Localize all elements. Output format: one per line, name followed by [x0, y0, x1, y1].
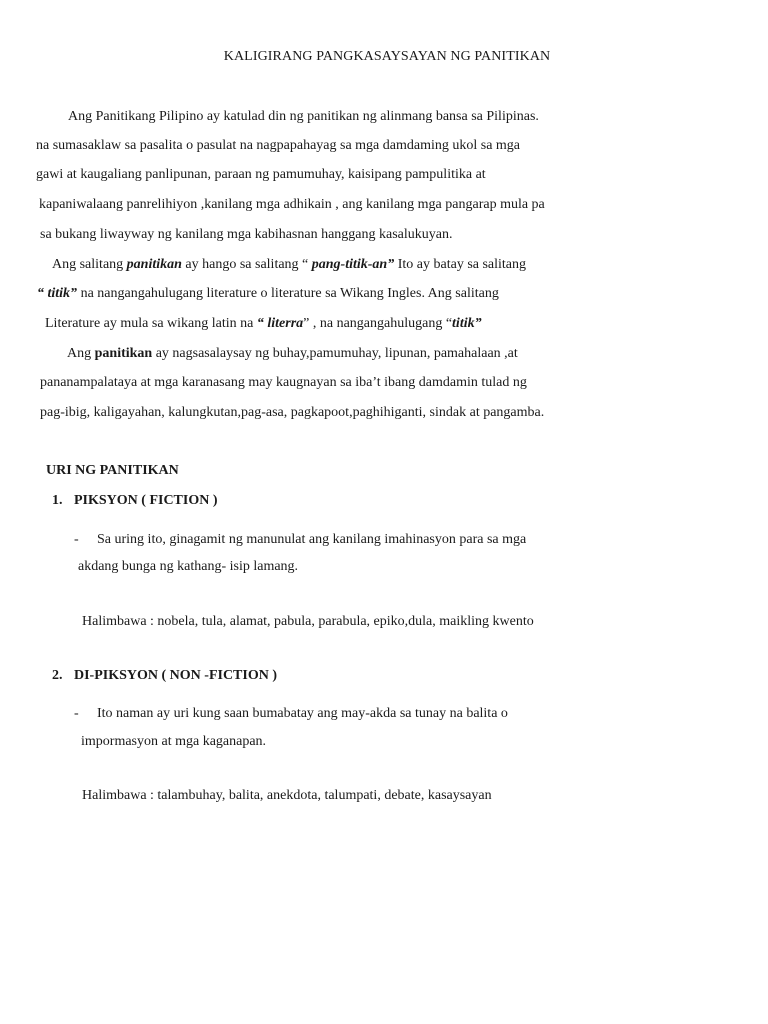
item-1-heading: PIKSYON ( FICTION ) [74, 493, 218, 508]
text-run: ” , na nangangahulugang “ [303, 316, 453, 331]
emphasis-literra: “ literra [256, 316, 304, 331]
item-2-desc-line-1: Ito naman ay uri kung saan bumabatay ang may-akda sa tunay na balita o [97, 706, 508, 721]
item-1-dash: - [74, 532, 79, 547]
item-2-dash: - [74, 706, 79, 721]
item-1-example: Halimbawa : nobela, tula, alamat, pabula, parabula, epiko,dula, maikling kwento [82, 614, 534, 629]
emphasis-titik: titik” [452, 316, 482, 331]
item-2-desc-line-2: impormasyon at mga kaganapan. [81, 734, 267, 749]
para1-line-1: Ang Panitikang Pilipino ay katulad din ng panitikan ng alinmang bansa sa Pilipinas. [68, 109, 539, 124]
para2-line-2 [37, 285, 499, 303]
section-title: URI NG PANITIKAN [46, 463, 179, 478]
emphasis-panitikan: panitikan [94, 346, 153, 361]
text-run: Ito ay batay sa salitang [394, 257, 527, 272]
para3-line-2: pananampalataya at mga karanasang may kaugnayan sa iba’t ibang damdamin tulad ng [40, 375, 527, 390]
para2-line-3 [45, 315, 482, 333]
item-1-desc-line-2: akdang bunga ng kathang- isip lamang. [78, 559, 299, 574]
item-2-example: Halimbawa : talambuhay, balita, anekdota, talumpati, debate, kasaysayan [82, 788, 492, 803]
para1-line-2: na sumasaklaw sa pasalita o pasulat na nagpapahayag sa mga damdaming ukol sa mga [36, 138, 521, 153]
para3-line-3: pag-ibig, kaligayahan, kalungkutan,pag-asa, pagkapoot,paghihiganti, sindak at pangamba. [40, 405, 545, 420]
para2-line-1 [52, 256, 526, 274]
item-1-desc-line-1: Sa uring ito, ginagamit ng manunulat ang kanilang imahinasyon para sa mga [97, 532, 527, 547]
para1-line-5: sa bukang liwayway ng kanilang mga kabihasnan hanggang kasalukuyan. [40, 227, 453, 242]
emphasis-panitikan: panitikan [126, 257, 182, 272]
document-title: KALIGIRANG PANGKASAYSAYAN NG PANITIKAN [223, 49, 551, 64]
text-run: ay nagsasalaysay ng buhay,pamumuhay, lipunan, pamahalaan ,at [152, 346, 518, 361]
item-2-number: 2. [52, 668, 63, 683]
text-run: Literature ay mula sa wikang latin na [45, 316, 257, 331]
text-run: na nangangahulugang literature o literature sa Wikang Ingles. Ang salitang [77, 286, 499, 301]
para3-line-1 [67, 345, 518, 363]
para1-line-3: gawi at kaugaliang panlipunan, paraan ng pamumuhay, kaisipang pampulitika at [36, 167, 486, 182]
para1-line-4: kapaniwalaang panrelihiyon ,kanilang mga adhikain , ang kanilang mga pangarap mula pa [39, 197, 545, 212]
text-run: ay hango sa salitang “ [181, 257, 312, 272]
emphasis-titik: “ titik” [37, 286, 78, 301]
text-run: Ang salitang [52, 257, 127, 272]
item-2-heading: DI-PIKSYON ( NON -FICTION ) [74, 668, 277, 683]
item-1-number: 1. [52, 493, 63, 508]
emphasis-pang-titik-an: pang-titik-an” [311, 257, 395, 272]
text-run: Ang [67, 346, 95, 361]
